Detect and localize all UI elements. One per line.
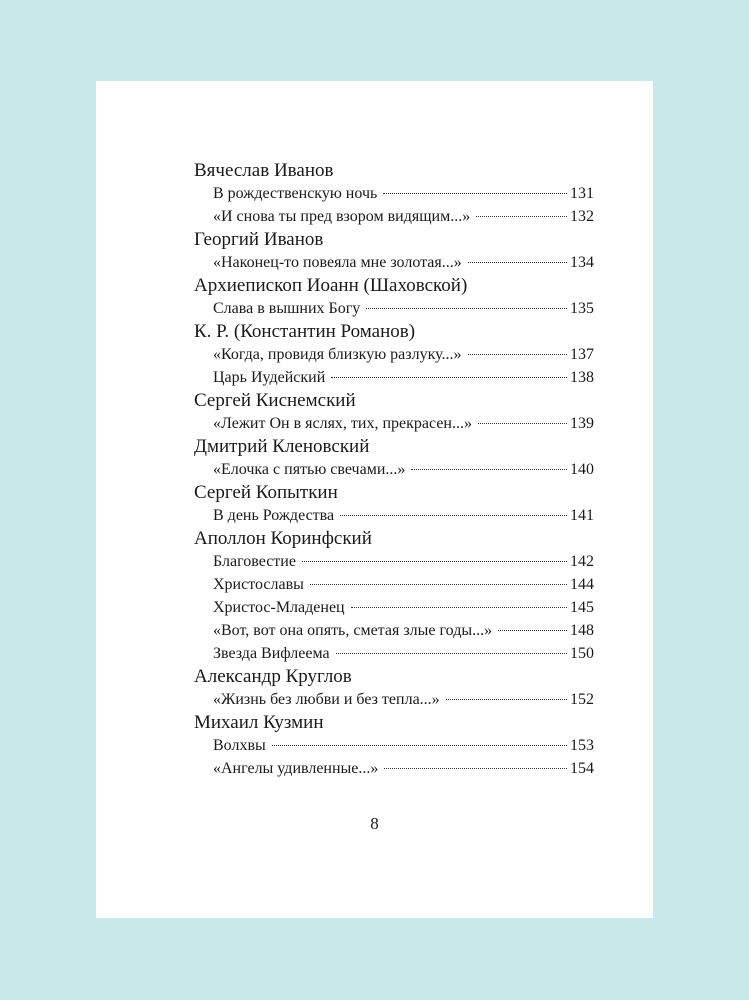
toc-entry-page: 137	[570, 346, 594, 363]
toc-author: Дмитрий Кленовский	[194, 436, 370, 457]
toc-entry	[213, 205, 594, 228]
toc-entry-title: «Ангелы удивленные...»	[213, 760, 379, 777]
toc-entry-title: Благовестие	[213, 553, 296, 570]
toc-entry	[213, 734, 594, 757]
toc-entry-page: 154	[570, 760, 594, 777]
toc-entry-title: «Лежит Он в яслях, тих, прекрасен...»	[213, 415, 472, 432]
toc-entry-title: «Когда, провидя близкую разлуку...»	[213, 346, 462, 363]
toc-author: Александр Круглов	[194, 666, 352, 687]
toc-entry-page: 141	[570, 507, 594, 524]
toc-entry-title: «Наконец-то повеяла мне золотая...»	[213, 254, 462, 271]
toc-entry	[213, 757, 594, 780]
dot-leader	[351, 607, 567, 608]
toc-entry-title: «Вот, вот она опять, сметая злые годы...»	[213, 622, 493, 639]
dot-leader	[446, 699, 567, 700]
toc-entry-title: В рождественскую ночь	[213, 185, 378, 202]
toc-entry-title: Волхвы	[213, 737, 266, 754]
dot-leader	[366, 308, 567, 309]
toc-entry-page: 131	[570, 185, 594, 202]
toc-entry	[213, 182, 594, 205]
toc-author: Михаил Кузмин	[194, 712, 324, 733]
dot-leader	[476, 216, 567, 217]
dot-leader	[272, 745, 567, 746]
toc-entry-page: 135	[570, 300, 594, 317]
dot-leader	[468, 354, 567, 355]
dot-leader	[310, 584, 567, 585]
toc-entry-title: Христос-Младенец	[213, 599, 345, 616]
toc-entry-page: 144	[570, 576, 594, 593]
toc-entry-page: 152	[570, 691, 594, 708]
toc-entry-title: «Жизнь без любви и без тепла...»	[213, 691, 440, 708]
dot-leader	[336, 653, 567, 654]
toc-entry-page: 142	[570, 553, 594, 570]
book-page	[96, 81, 653, 918]
toc-entry-title: Слава в вышних Богу	[213, 300, 361, 317]
toc-entry-title: Царь Иудейский	[213, 369, 326, 386]
toc-author: Аполлон Коринфский	[194, 528, 372, 549]
toc-author: Сергей Копыткин	[194, 482, 338, 503]
toc-entry-title: Звезда Вифлеема	[213, 645, 330, 662]
toc-entry-page: 148	[570, 622, 594, 639]
toc-entry	[213, 504, 594, 527]
toc-entry	[213, 642, 594, 665]
toc-entry	[213, 688, 594, 711]
toc-entry-page: 145	[570, 599, 594, 616]
toc-entry	[213, 596, 594, 619]
toc-entry-page: 139	[570, 415, 594, 432]
toc-entry-page: 150	[570, 645, 594, 662]
dot-leader	[384, 768, 567, 769]
toc-entry-page: 132	[570, 208, 594, 225]
dot-leader	[302, 561, 567, 562]
toc-entry	[213, 412, 594, 435]
toc-entry-page: 138	[570, 369, 594, 386]
toc-entry	[213, 297, 594, 320]
toc-author: К. Р. (Константин Романов)	[194, 321, 416, 342]
toc-entry-title: «И снова ты пред взором видящим...»	[213, 208, 471, 225]
dot-leader	[411, 469, 567, 470]
dot-leader	[498, 630, 567, 631]
toc-entry-page: 140	[570, 461, 594, 478]
toc-entry	[213, 550, 594, 573]
toc-author: Архиепископ Иоанн (Шаховской)	[194, 275, 468, 296]
toc-entry	[213, 573, 594, 596]
table-of-contents	[194, 159, 594, 780]
dot-leader	[340, 515, 567, 516]
toc-entry-title: В день Рождества	[213, 507, 335, 524]
dot-leader	[383, 193, 567, 194]
toc-author: Георгий Иванов	[194, 229, 324, 250]
toc-author: Вячеслав Иванов	[194, 160, 334, 181]
toc-entry	[213, 343, 594, 366]
toc-entry-page: 134	[570, 254, 594, 271]
dot-leader	[468, 262, 567, 263]
toc-author: Сергей Киснемский	[194, 390, 356, 411]
dot-leader	[331, 377, 567, 378]
toc-entry	[213, 619, 594, 642]
page-number: 8	[370, 814, 379, 833]
toc-entry	[213, 458, 594, 481]
toc-entry	[213, 366, 594, 389]
toc-entry-page: 153	[570, 737, 594, 754]
toc-entry-title: Христославы	[213, 576, 304, 593]
toc-entry-title: «Елочка с пятью свечами...»	[213, 461, 406, 478]
dot-leader	[478, 423, 567, 424]
toc-entry	[213, 251, 594, 274]
